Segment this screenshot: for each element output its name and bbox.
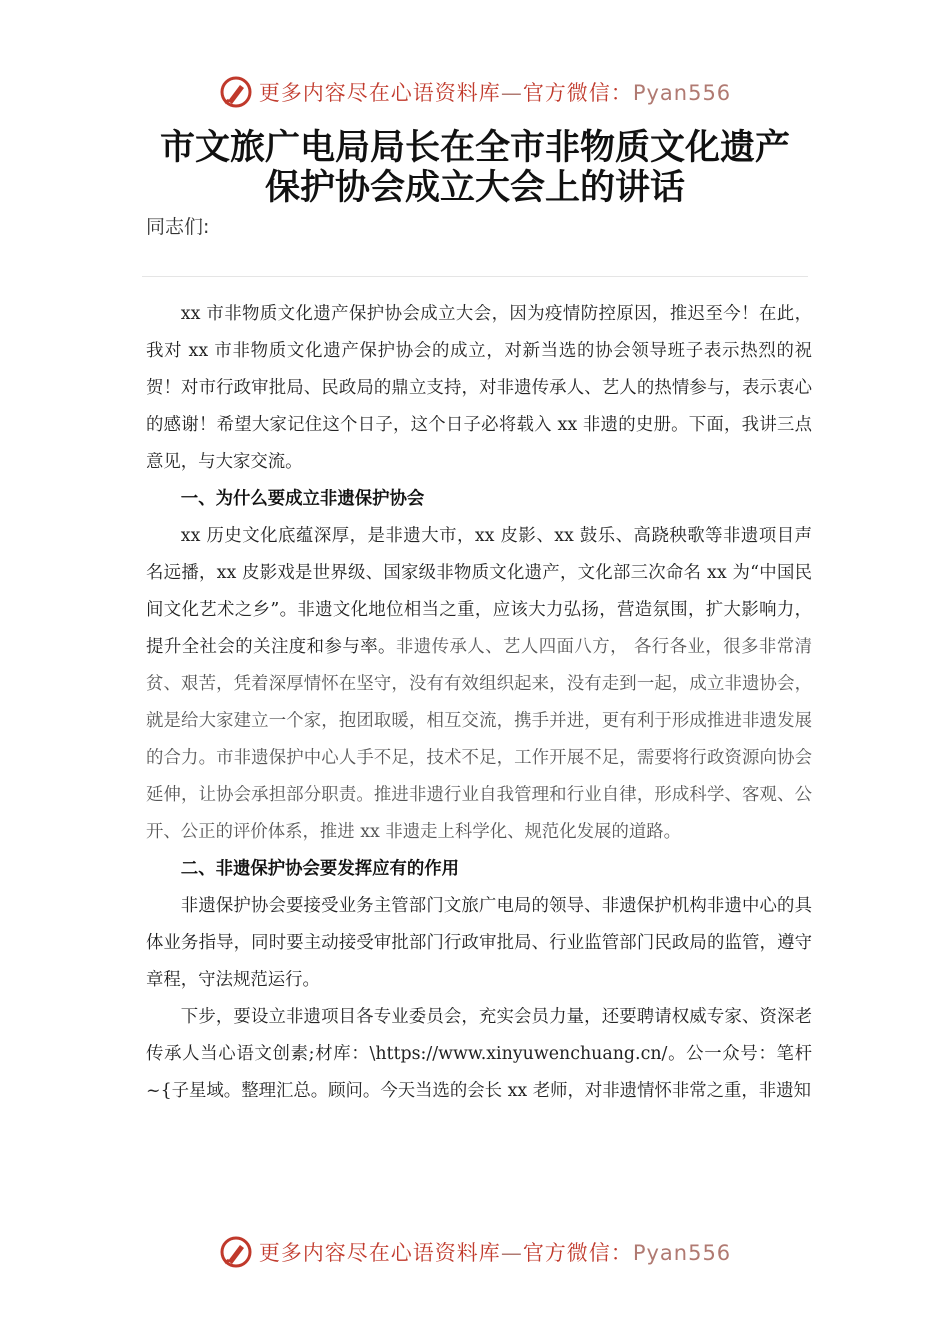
header-watermark-banner xyxy=(0,72,950,112)
paragraph: 非遗保护协会要接受业务主管部门文旅广电局的领导、非遗保护机构非遗中心的具体业务指导，同时要主动接受审批部门行政审批局、行业监管部门民政局的监管，遵守章程，守法规范运行。 xyxy=(146,896,812,990)
paragraph: 下步，要设立非遗项目各专业委员会，充实会员力量，还要聘请权威专家、资深老传承人当心语文创素;材库：\https://www.xinyuwenchuang.cn/。公一众号：笔杆~{子星域。整理汇总。顾问。今天当选的会长 xx 老师，对非遗情怀非常之重，非遗知 xyxy=(146,1007,812,1101)
divider xyxy=(142,276,808,277)
pen-nib-logo-icon xyxy=(219,75,253,109)
section-heading-2: 二、非遗保护协会要发挥应有的作用 xyxy=(180,859,460,879)
greeting: 同志们: xyxy=(146,216,210,238)
banner-text: 更多内容尽在心语资料库—官方微信：Pyan556 xyxy=(258,1241,732,1265)
paragraph: xx 市非物质文化遗产保护协会成立大会，因为疫情防控原因，推迟至今！在此，我对 xx 市非物质文化遗产保护协会的成立，对新当选的协会领导班子表示热烈的祝贺！对市行政审批局、民政局的鼎立支持，对非遗传承人、艺人的热情参与，表示衷心的感谢！希望大家记住这个日子，这个日子必将载入 xx 非遗的史册。下面，我讲三点意见，与大家交流。 xyxy=(146,304,812,472)
section-heading-1: 一、为什么要成立非遗保护协会 xyxy=(180,489,425,509)
paragraph: xx 历史文化底蕴深厚，是非遗大市，xx 皮影、xx 鼓乐、高跷秧歌等非遗项目声名远播，xx 皮影戏是世界级、国家级非物质文化遗产，文化部三次命名 xx 为“中国民间文化艺术之乡”。非遗文化地位相当之重，应该大力弘扬，营造氛围，扩大影响力，提升全社会的关注度和参与率。非遗传承人、艺人四面八方， 各行各业，很多非常清贫、艰苦，凭着深厚情怀在坚守，没有有效组织起来，没有走到一起，成立非遗协会，就是给大家建立一个家，抱团取暖，相互交流，携手并进，更有利于形成推进非遗发展的合力。市非遗保护中心人手不足，技术不足，工作开展不足，需要将行政资源向协会延伸，让协会承担部分职责。推进非遗行业自我管理和行业自律，形成科学、客观、公开、公正的评价体系，推进 xx 非遗走上科学化、规范化发展的道路。 xyxy=(146,526,812,842)
banner-text: 更多内容尽在心语资料库—官方微信：Pyan556 xyxy=(258,81,732,105)
document-title: 市文旅广电局局长在全市非物质文化遗产 保护协会成立大会上的讲话 xyxy=(159,128,790,208)
document-body xyxy=(146,296,812,1110)
footer-watermark-banner xyxy=(0,1232,950,1272)
pen-nib-logo-icon xyxy=(219,1235,253,1269)
